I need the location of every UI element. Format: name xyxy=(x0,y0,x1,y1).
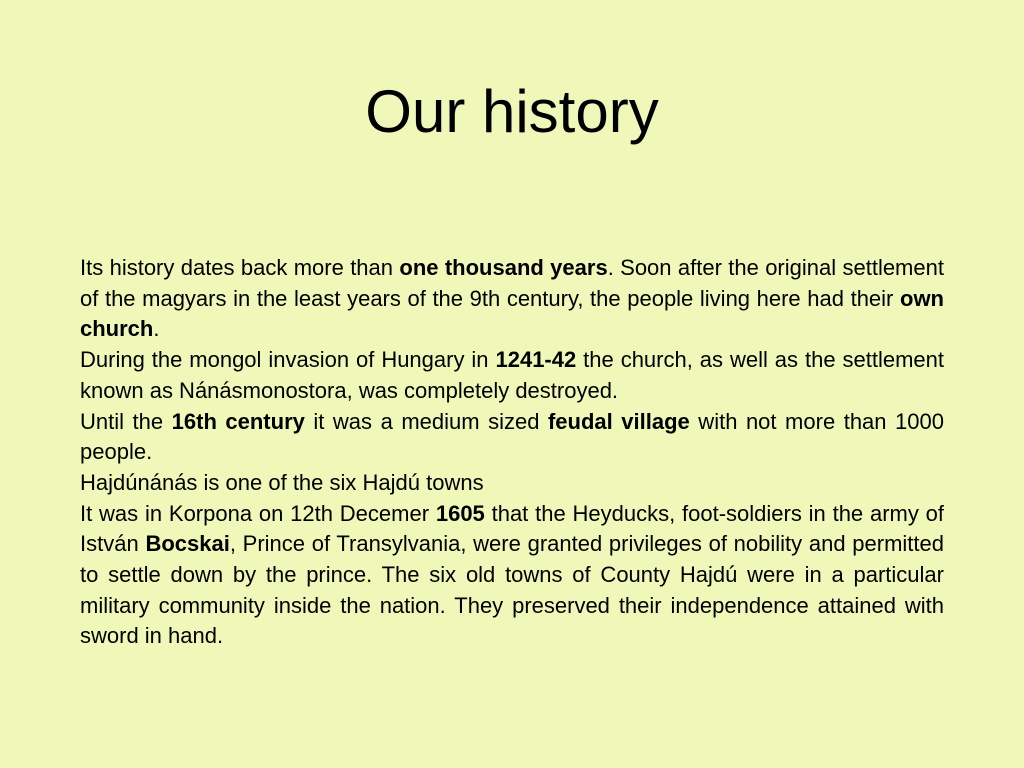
body-paragraph xyxy=(80,499,944,653)
text-segment: Until the xyxy=(80,408,172,434)
bold-text: feudal village xyxy=(547,408,690,434)
bold-text: 1241-42 xyxy=(495,347,577,373)
bold-text: Bocskai xyxy=(145,531,230,557)
bold-text: 16th century xyxy=(171,408,305,434)
text-segment: During the mongol invasion of Hungary in xyxy=(80,347,496,373)
text-segment: . Soon after the original settlement of the magyars in the least years of the 9th century, the people living here had their xyxy=(80,255,944,311)
body-paragraph xyxy=(80,345,944,406)
text-segment: it was a medium sized xyxy=(304,408,548,434)
slide-title: Our history xyxy=(365,78,659,145)
bold-text: own church xyxy=(80,285,944,342)
text-segment: . xyxy=(153,316,160,342)
text-segment: with not more than 1000 people. xyxy=(80,408,944,465)
bold-text: 1605 xyxy=(435,500,485,526)
text-segment: the church, as well as the settlement known as Nánásmonostora, was completely destroyed. xyxy=(80,347,944,403)
bold-text: one thousand years xyxy=(399,255,608,280)
body-paragraph xyxy=(80,253,944,345)
text-segment: , Prince of Transylvania, were granted privileges of nobility and permitted to settle down by the prince. The six old towns of County Hajdú were in a particular military community inside the nation. They preserved their independence attained with sword in hand. xyxy=(80,531,945,649)
slide-body xyxy=(80,253,944,652)
text-segment: that the Heyducks, foot-soldiers in the army of István xyxy=(80,500,945,557)
body-paragraph xyxy=(80,407,944,468)
text-segment: Hajdúnánás is one of the six Hajdú towns xyxy=(80,469,484,495)
text-segment: Its history dates back more than xyxy=(80,255,400,280)
text-segment: It was in Korpona on 12th Decemer xyxy=(80,500,436,526)
body-paragraph xyxy=(80,468,944,499)
